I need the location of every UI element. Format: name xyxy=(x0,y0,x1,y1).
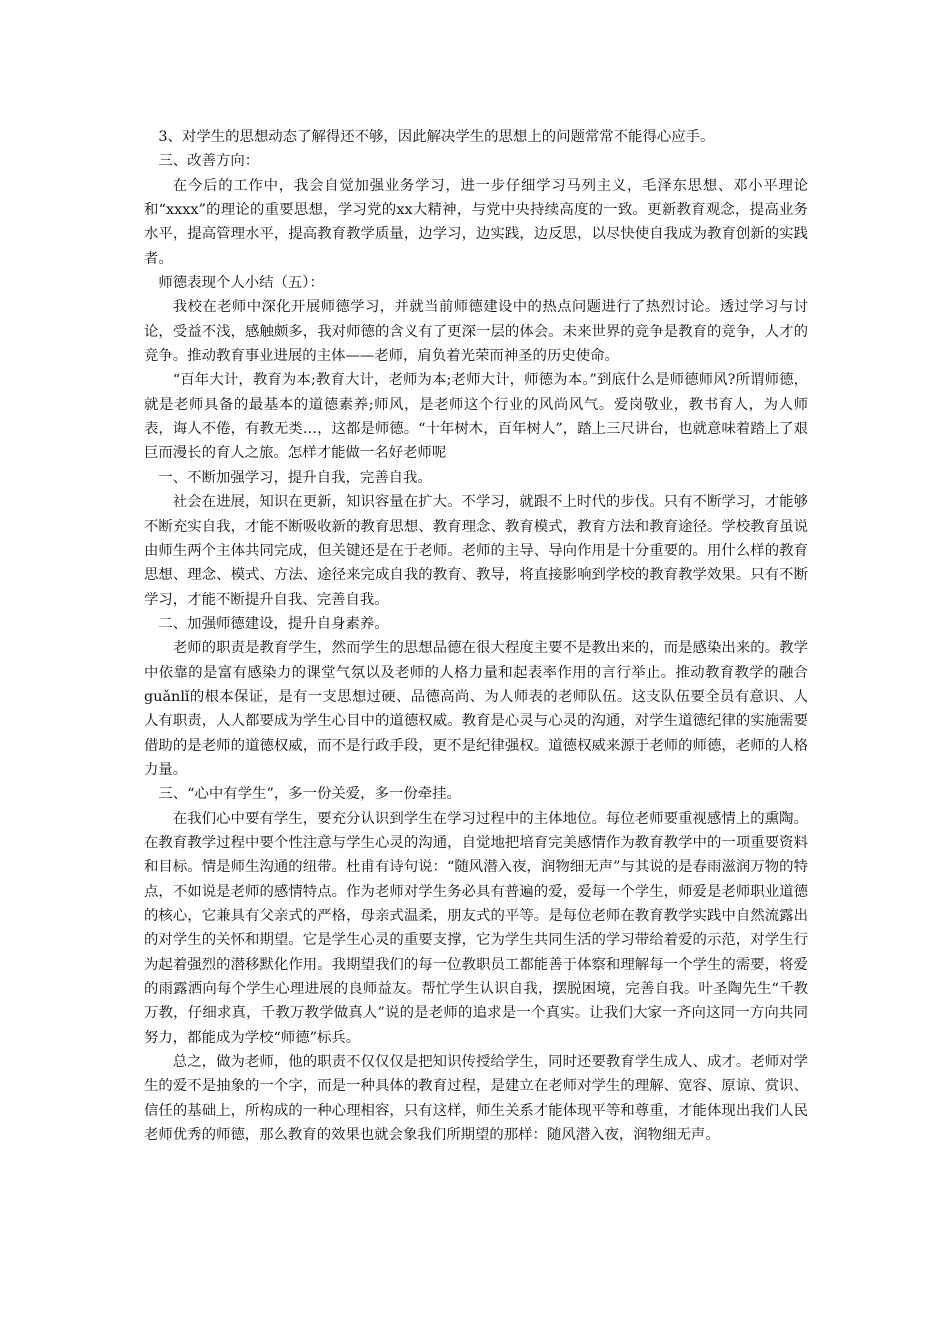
paragraph-intro: 我校在老师中深化开展师德学习，并就当前师德建设中的热点问题进行了热烈讨论。透过学习与讨论，受益不浅，感触颇多，我对师德的含义有了更深一层的体会。未来世界的竞争是教育的竞争，人才的竞争。推动教育事业进展的主体——老师，肩负着光荣而神圣的历史使命。 xyxy=(144,299,808,365)
paragraph-improvement-plan: 在今后的工作中，我会自觉加强业务学习，进一步仔细学习马列主义，毛泽东思想、邓小平理论和“xxxx”的理论的重要思想，学习党的xx大精神，与党中央持续高度的一致。更新教育观念，提高业务水平，提高管理水平，提高教育教学质量，边学习，边实践，边反思，以尽快使自我成为教育创新的实践者。 xyxy=(144,177,808,267)
paragraph-shortcoming-3: 3、对学生的思想动态了解得还不够，因此解决学生的思想上的问题常常不能得心应手。 xyxy=(158,129,715,145)
paragraph-what-is-teacher-ethics: “百年大计，教育为本;教育大计，老师为本;老师大计，师德为本。”到底什么是师德师风?所谓师德，就是老师具备的最基本的道德素养;师风，是老师这个行业的风尚风气。爱岗敬业，教书育人，为人师表，诲人不倦，有教无类…，这都是师德。“十年树木，百年树人”，踏上三尺讲台，也就意味着踏上了艰巨而漫长的育人之旅。怎样才能做一名好老师呢 xyxy=(144,372,808,462)
section-heading-care-for-students: 三、“心中有学生”，多一份关爱，多一份牵挂。 xyxy=(158,786,461,803)
section-heading-learning: 一、不断加强学习，提升自我，完善自我。 xyxy=(158,469,432,486)
section-heading-improvement: 三、改善方向： xyxy=(158,153,260,170)
paragraph-learning: 社会在进展，知识在更新，知识容量在扩大。不学习，就跟不上时代的步伐。只有不断学习，才能够不断充实自我，才能不断吸收新的教育思想、教育理念、教育模式，教育方法和教育途径。学校教育虽说由师生两个主体共同完成，但关键还是在于老师。老师的主导、导向作用是十分重要的。用什么样的教育思想、理念、模式、方法、途径来完成自我的教育、教导，将直接影响到学校的教育教学效果。只有不断学习，才能不断提升自我、完善自我。 xyxy=(144,494,808,608)
section-heading-ethics-building: 二、加强师德建设，提升自身素养。 xyxy=(158,615,389,632)
paragraph-ethics-building: 老师的职责是教育学生，然而学生的思想品德在很大程度主要不是教出来的，而是感染出来的。教学中依靠的是富有感染力的课堂气氛以及老师的人格力量和起表率作用的言行举止。推动教育教学的融合guǎnlǐ的根本保证，是有一支思想过硬、品德高尚、为人师表的老师队伍。这支队伍要全员有意识、人人有职责，人人都要成为学生心目中的道德权威。教育是心灵与心灵的沟通，对学生道德纪律的实施需要借助的是老师的道德权威，而不是行政手段，更不是纪律强权。道德权威来源于老师的师德，老师的人格力量。 xyxy=(144,640,808,778)
paragraph-care-for-students: 在我们心中要有学生，要充分认识到学生在学习过程中的主体地位。每位老师要重视感情上的熏陶。在教育教学过程中要个性注意与学生心灵的沟通，自觉地把培育完美感情作为教育教学中的一项重要资料和目标。情是师生沟通的纽带。杜甫有诗句说：“随风潜入夜，润物细无声”与其说的是春雨滋润万物的特点，不如说是老师的感情特点。作为老师对学生务必具有普遍的爱，爱每一个学生，师爱是老师职业道德的核心，它兼具有父亲式的严格，母亲式温柔，朋友式的平等。是每位老师在教育教学实践中自然流露出的对学生的关怀和期望。它是学生心灵的重要支撑，它为学生共同生活的学习带给着爱的示范，对学生行为起着强烈的潜移默化作用。我期望我们的每一位教职员工都能善于体察和理解每一个学生的需要，将爱的雨露洒向每个学生心理进展的良师益友。帮忙学生认识自我，摆脱困境，完善自我。叶圣陶先生“千教万教，仔细求真，千教万教学做真人”说的是老师的追求是一个真实。让我们大家一齐向这同一方向共同努力，都能成为学校“师德”标兵。 xyxy=(144,810,808,1046)
paragraph-conclusion: 总之，做为老师，他的职责不仅仅仅是把知识传授给学生，同时还要教育学生成人、成才。老师对学生的爱不是抽象的一个字，而是一种具体的教育过程，是建立在老师对学生的理解、宽容、原谅、赏识、信任的基础上，所构成的一种心理相容，只有这样，师生关系才能体现平等和尊重，才能体现出我们人民老师优秀的师德，那么教育的效果也就会象我们所期望的那样：随风潜入夜，润物细无声。 xyxy=(144,1054,808,1144)
section-title-summary-five: 师德表现个人小结（五）： xyxy=(158,275,324,292)
document-body xyxy=(144,125,808,1147)
